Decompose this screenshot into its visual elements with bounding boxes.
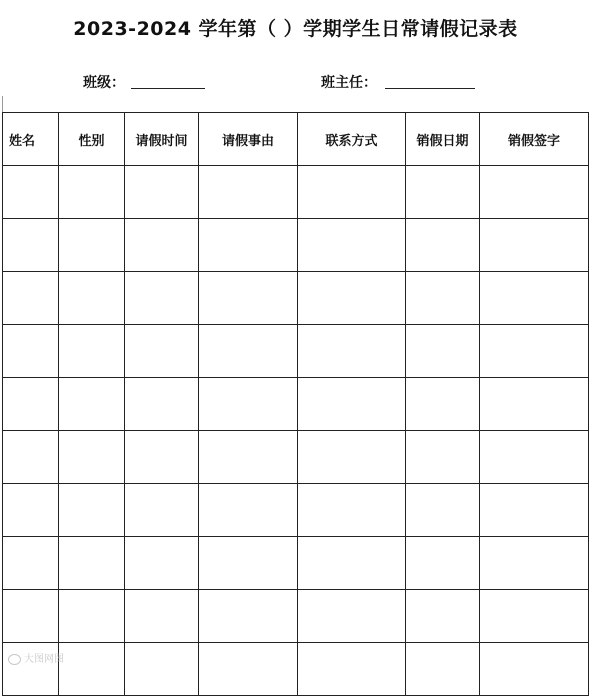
leave-time-cell[interactable] — [125, 484, 199, 537]
header-name: 姓名 — [3, 113, 59, 166]
table-row — [3, 431, 589, 484]
header-return-date: 销假日期 — [406, 113, 480, 166]
margin-mark — [2, 96, 3, 112]
table-header-row — [3, 113, 589, 166]
leave-time-cell[interactable] — [125, 431, 199, 484]
gender-cell[interactable] — [59, 325, 125, 378]
name-cell[interactable] — [3, 166, 59, 219]
contact-cell[interactable] — [298, 325, 406, 378]
class-fill-line[interactable] — [131, 88, 205, 89]
header-leave-reason: 请假事由 — [199, 113, 298, 166]
table-row — [3, 325, 589, 378]
return-date-cell[interactable] — [406, 431, 480, 484]
return-date-cell[interactable] — [406, 590, 480, 643]
name-cell[interactable] — [3, 590, 59, 643]
table-row — [3, 484, 589, 537]
name-cell[interactable] — [3, 431, 59, 484]
return-signature-cell[interactable] — [480, 537, 589, 590]
table-row — [3, 643, 589, 696]
leave-reason-cell[interactable] — [199, 325, 298, 378]
return-date-cell[interactable] — [406, 643, 480, 696]
return-date-cell[interactable] — [406, 378, 480, 431]
contact-cell[interactable] — [298, 643, 406, 696]
gender-cell[interactable] — [59, 484, 125, 537]
leave-time-cell[interactable] — [125, 643, 199, 696]
name-cell[interactable] — [3, 537, 59, 590]
return-date-cell[interactable] — [406, 219, 480, 272]
table-row — [3, 272, 589, 325]
name-cell[interactable] — [3, 378, 59, 431]
header-gender: 性别 — [59, 113, 125, 166]
leave-reason-cell[interactable] — [199, 643, 298, 696]
name-cell[interactable] — [3, 484, 59, 537]
contact-cell[interactable] — [298, 484, 406, 537]
return-signature-cell[interactable] — [480, 219, 589, 272]
return-signature-cell[interactable] — [480, 431, 589, 484]
return-date-cell[interactable] — [406, 537, 480, 590]
leave-time-cell[interactable] — [125, 537, 199, 590]
gender-cell[interactable] — [59, 219, 125, 272]
gender-cell[interactable] — [59, 378, 125, 431]
contact-cell[interactable] — [298, 431, 406, 484]
contact-cell[interactable] — [298, 166, 406, 219]
table-row — [3, 166, 589, 219]
header-contact: 联系方式 — [298, 113, 406, 166]
table-body — [3, 166, 589, 696]
contact-cell[interactable] — [298, 378, 406, 431]
gender-cell[interactable] — [59, 590, 125, 643]
class-field — [83, 72, 125, 92]
leave-reason-cell[interactable] — [199, 219, 298, 272]
leave-reason-cell[interactable] — [199, 272, 298, 325]
teacher-field — [321, 72, 377, 92]
leave-reason-cell[interactable] — [199, 590, 298, 643]
leave-time-cell[interactable] — [125, 590, 199, 643]
leave-reason-cell[interactable] — [199, 431, 298, 484]
table-row — [3, 378, 589, 431]
name-cell[interactable] — [3, 272, 59, 325]
return-signature-cell[interactable] — [480, 484, 589, 537]
return-date-cell[interactable] — [406, 166, 480, 219]
leave-reason-cell[interactable] — [199, 537, 298, 590]
return-signature-cell[interactable] — [480, 643, 589, 696]
leave-record-table — [2, 112, 589, 696]
header-return-signature: 销假签字 — [480, 113, 589, 166]
contact-cell[interactable] — [298, 590, 406, 643]
form-title: 2023-2024 学年第（ ）学期学生日常请假记录表 — [73, 18, 518, 40]
return-date-cell[interactable] — [406, 272, 480, 325]
name-cell[interactable] — [3, 219, 59, 272]
contact-cell[interactable] — [298, 272, 406, 325]
return-signature-cell[interactable] — [480, 272, 589, 325]
table-row — [3, 537, 589, 590]
header-leave-time: 请假时间 — [125, 113, 199, 166]
return-signature-cell[interactable] — [480, 325, 589, 378]
return-signature-cell[interactable] — [480, 378, 589, 431]
class-label: 班级： — [83, 75, 125, 91]
watermark-logo-icon — [8, 654, 21, 665]
teacher-label: 班主任： — [321, 75, 377, 91]
leave-time-cell[interactable] — [125, 378, 199, 431]
leave-time-cell[interactable] — [125, 166, 199, 219]
teacher-fill-line[interactable] — [385, 88, 475, 89]
return-date-cell[interactable] — [406, 325, 480, 378]
name-cell[interactable] — [3, 325, 59, 378]
gender-cell[interactable] — [59, 537, 125, 590]
return-signature-cell[interactable] — [480, 590, 589, 643]
leave-time-cell[interactable] — [125, 325, 199, 378]
contact-cell[interactable] — [298, 219, 406, 272]
leave-time-cell[interactable] — [125, 272, 199, 325]
watermark — [8, 650, 64, 665]
table-row — [3, 590, 589, 643]
return-date-cell[interactable] — [406, 484, 480, 537]
gender-cell[interactable] — [59, 643, 125, 696]
watermark-text: 大图网图 — [24, 654, 64, 665]
gender-cell[interactable] — [59, 272, 125, 325]
leave-reason-cell[interactable] — [199, 166, 298, 219]
leave-reason-cell[interactable] — [199, 484, 298, 537]
return-signature-cell[interactable] — [480, 166, 589, 219]
table-row — [3, 219, 589, 272]
gender-cell[interactable] — [59, 166, 125, 219]
leave-reason-cell[interactable] — [199, 378, 298, 431]
leave-time-cell[interactable] — [125, 219, 199, 272]
gender-cell[interactable] — [59, 431, 125, 484]
contact-cell[interactable] — [298, 537, 406, 590]
